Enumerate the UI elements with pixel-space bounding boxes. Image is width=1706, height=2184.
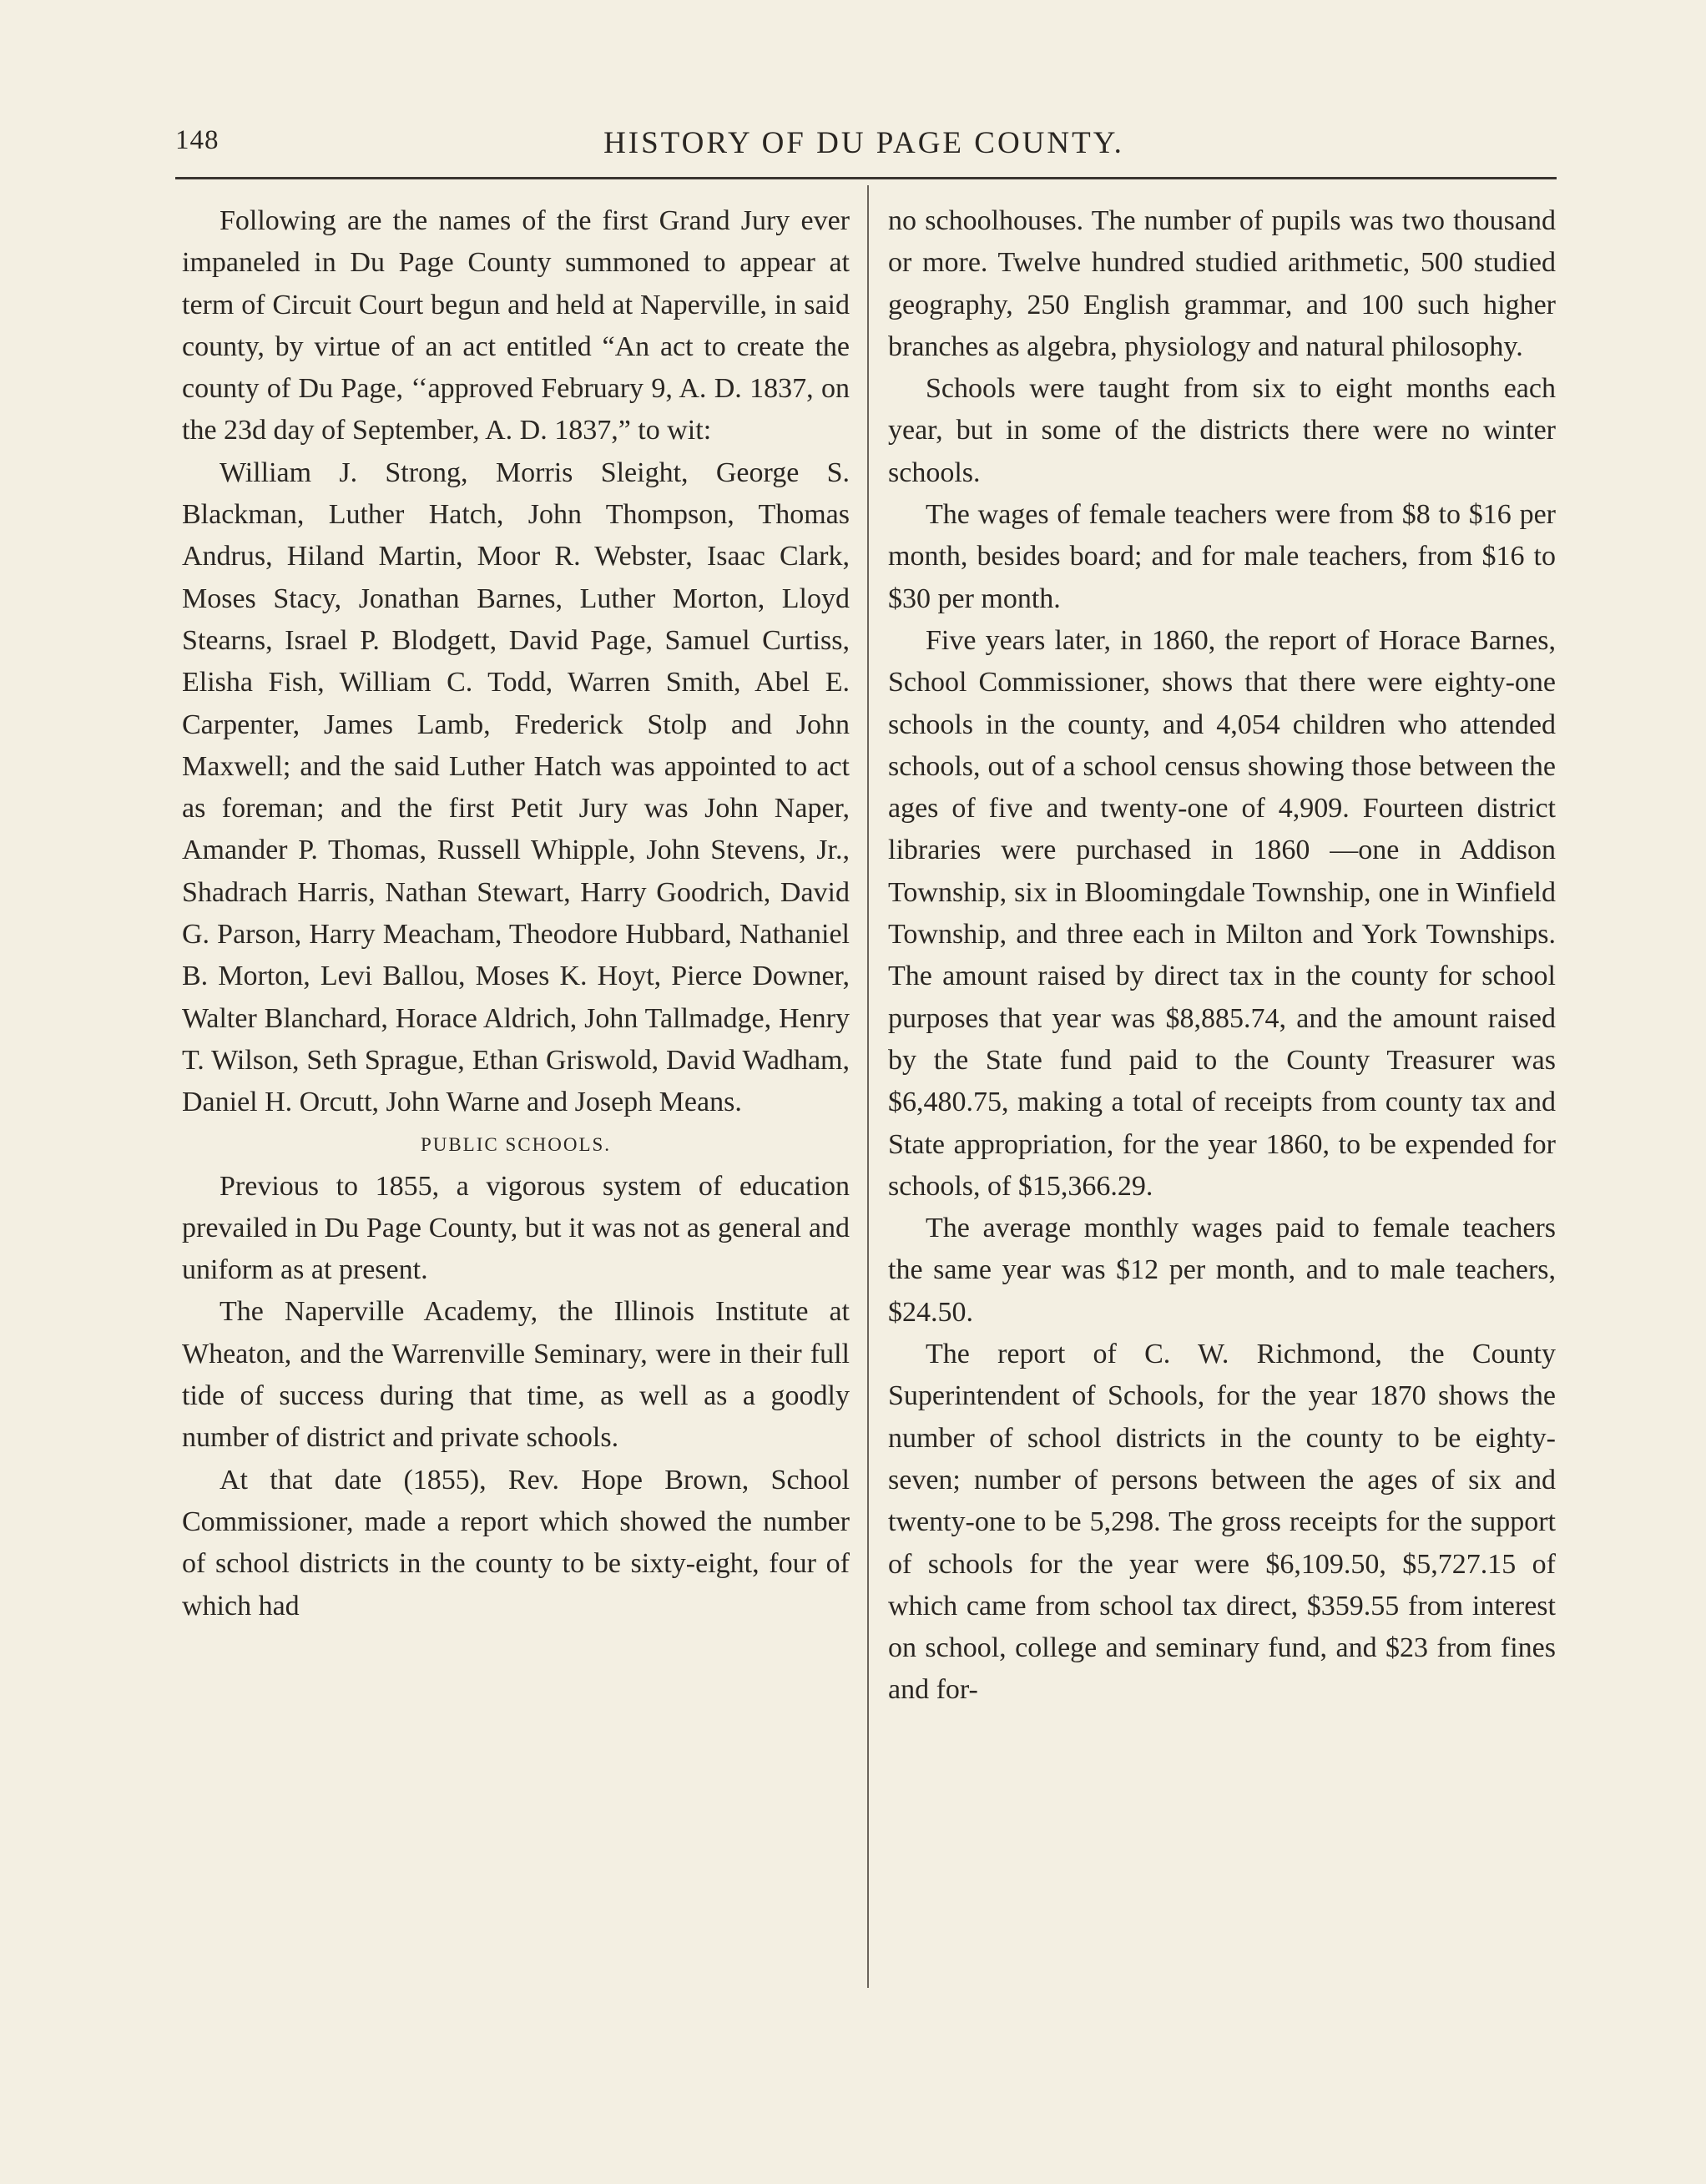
right-column [888,200,1556,1712]
running-title: HISTORY OF DU PAGE COUNTY. [603,126,1124,160]
paragraph-hope-brown-report: At that date (1855), Rev. Hope Brown, School Commissioner, made a report which showed the number of school districts in the county to be sixty-eight, four of which had [182,1464,850,1622]
paragraph-average-monthly-wages: The average monthly wages paid to female teachers the same year was $12 per month, and to male teachers, $24.50. [888,1213,1556,1328]
page-number: 148 [175,125,220,155]
paragraph-richmond-report: The report of C. W. Richmond, the County Superintendent of Schools, for the year 1870 shows the number of school districts in the county to be eighty-seven; number of persons between the ages of six and twenty-one to be 5,298. The gross receipts for the support of schools for the year were $6,109.50, $5,727.15 of which came from school tax direct, $359.55 from interest on school, college and seminary fund, and $23 from fines and for- [888,1339,1556,1706]
paragraph-jury-names: William J. Strong, Morris Sleight, George S. Blackman, Luther Hatch, John Thompson, Thomas Andrus, Hiland Martin, Moor R. Webster, Isaac Clark, Moses Stacy, Jonathan Barnes, Luther Morton, Lloyd Stearns, Israel P. Blodgett, David Page, Samuel Curtiss, Elisha Fish, William C. Todd, Warren Smith, Abel E. Carpenter, James Lamb, Frederick Stolp and John Maxwell; and the said Luther Hatch was appointed to act as foreman; and the first Petit Jury was John Naper, Amander P. Thomas, Russell Whipple, John Stevens, Jr., Shadrach Harris, Nathan Stewart, Harry Goodrich, David G. Parson, Harry Meacham, Theodore Hubbard, Nathaniel B. Morton, Levi Ballou, Moses K. Hoyt, Pierce Downer, Walter Blanchard, Horace Aldrich, John Tallmadge, Henry T. Wilson, Seth Sprague, Ethan Griswold, David Wadham, Daniel H. Orcutt, John Warne and Joseph Means. [182,456,850,1118]
column-divider [867,185,869,1988]
paragraph-wages-teachers: The wages of female teachers were from $8 to $16 per month, besides board; and for male teachers, from $16 to $30 per month. [888,499,1556,614]
paragraph-schoolhouses-continued: no schoolhouses. The number of pupils was two thousand or more. Twelve hundred studied arithmetic, 500 studied geography, 250 English grammar, and 100 such higher branches as algebra, physiology and natural philosophy. [888,205,1556,362]
paragraph-naperville-academy: The Naperville Academy, the Illinois Institute at Wheaton, and the Warrenville Seminary, were in their full tide of success during that time, as well as a goodly number of district and private schools. [182,1296,850,1454]
paragraph-horace-barnes-report: Five years later, in 1860, the report of Horace Barnes, School Commissioner, shows that there were eighty-one schools in the county, and 4,054 children who attended schools, out of a school census showing those between the ages of five and twenty-one of 4,909. Fourteen district libraries were purchased in 1860 —one in Addison Township, six in Bloomingdale Township, one in Winfield Township, and three each in Milton and York Townships. The amount raised by direct tax in the county for school purposes that year was $8,885.74, and the amount raised by the State fund paid to the County Treasurer was $6,480.75, making a total of receipts from county tax and State appropriation, for the year 1860, to be expended for schools, of $15,366.29. [888,624,1556,1202]
header-rule [175,177,1557,179]
paragraph-previous-to-1855: Previous to 1855, a vigorous system of education prevailed in Du Page County, but it was not as general and uniform as at present. [182,1170,850,1286]
paragraph-grand-jury-intro: Following are the names of the first Grand Jury ever impaneled in Du Page County summoned to appear at term of Circuit Court begun and held at Naperville, in said county, by virtue of an act entitled “An act to create the county of Du Page, ‘‘approved February 9, A. D. 1837, on the 23d day of September, A. D. 1837,” to wit: [182,205,850,446]
left-column [182,200,850,1627]
paragraph-schools-taught: Schools were taught from six to eight months each year, but in some of the districts there were no winter schools. [888,373,1556,488]
page-header [167,125,1561,175]
section-heading-public-schools: PUBLIC SCHOOLS. [420,1133,612,1155]
